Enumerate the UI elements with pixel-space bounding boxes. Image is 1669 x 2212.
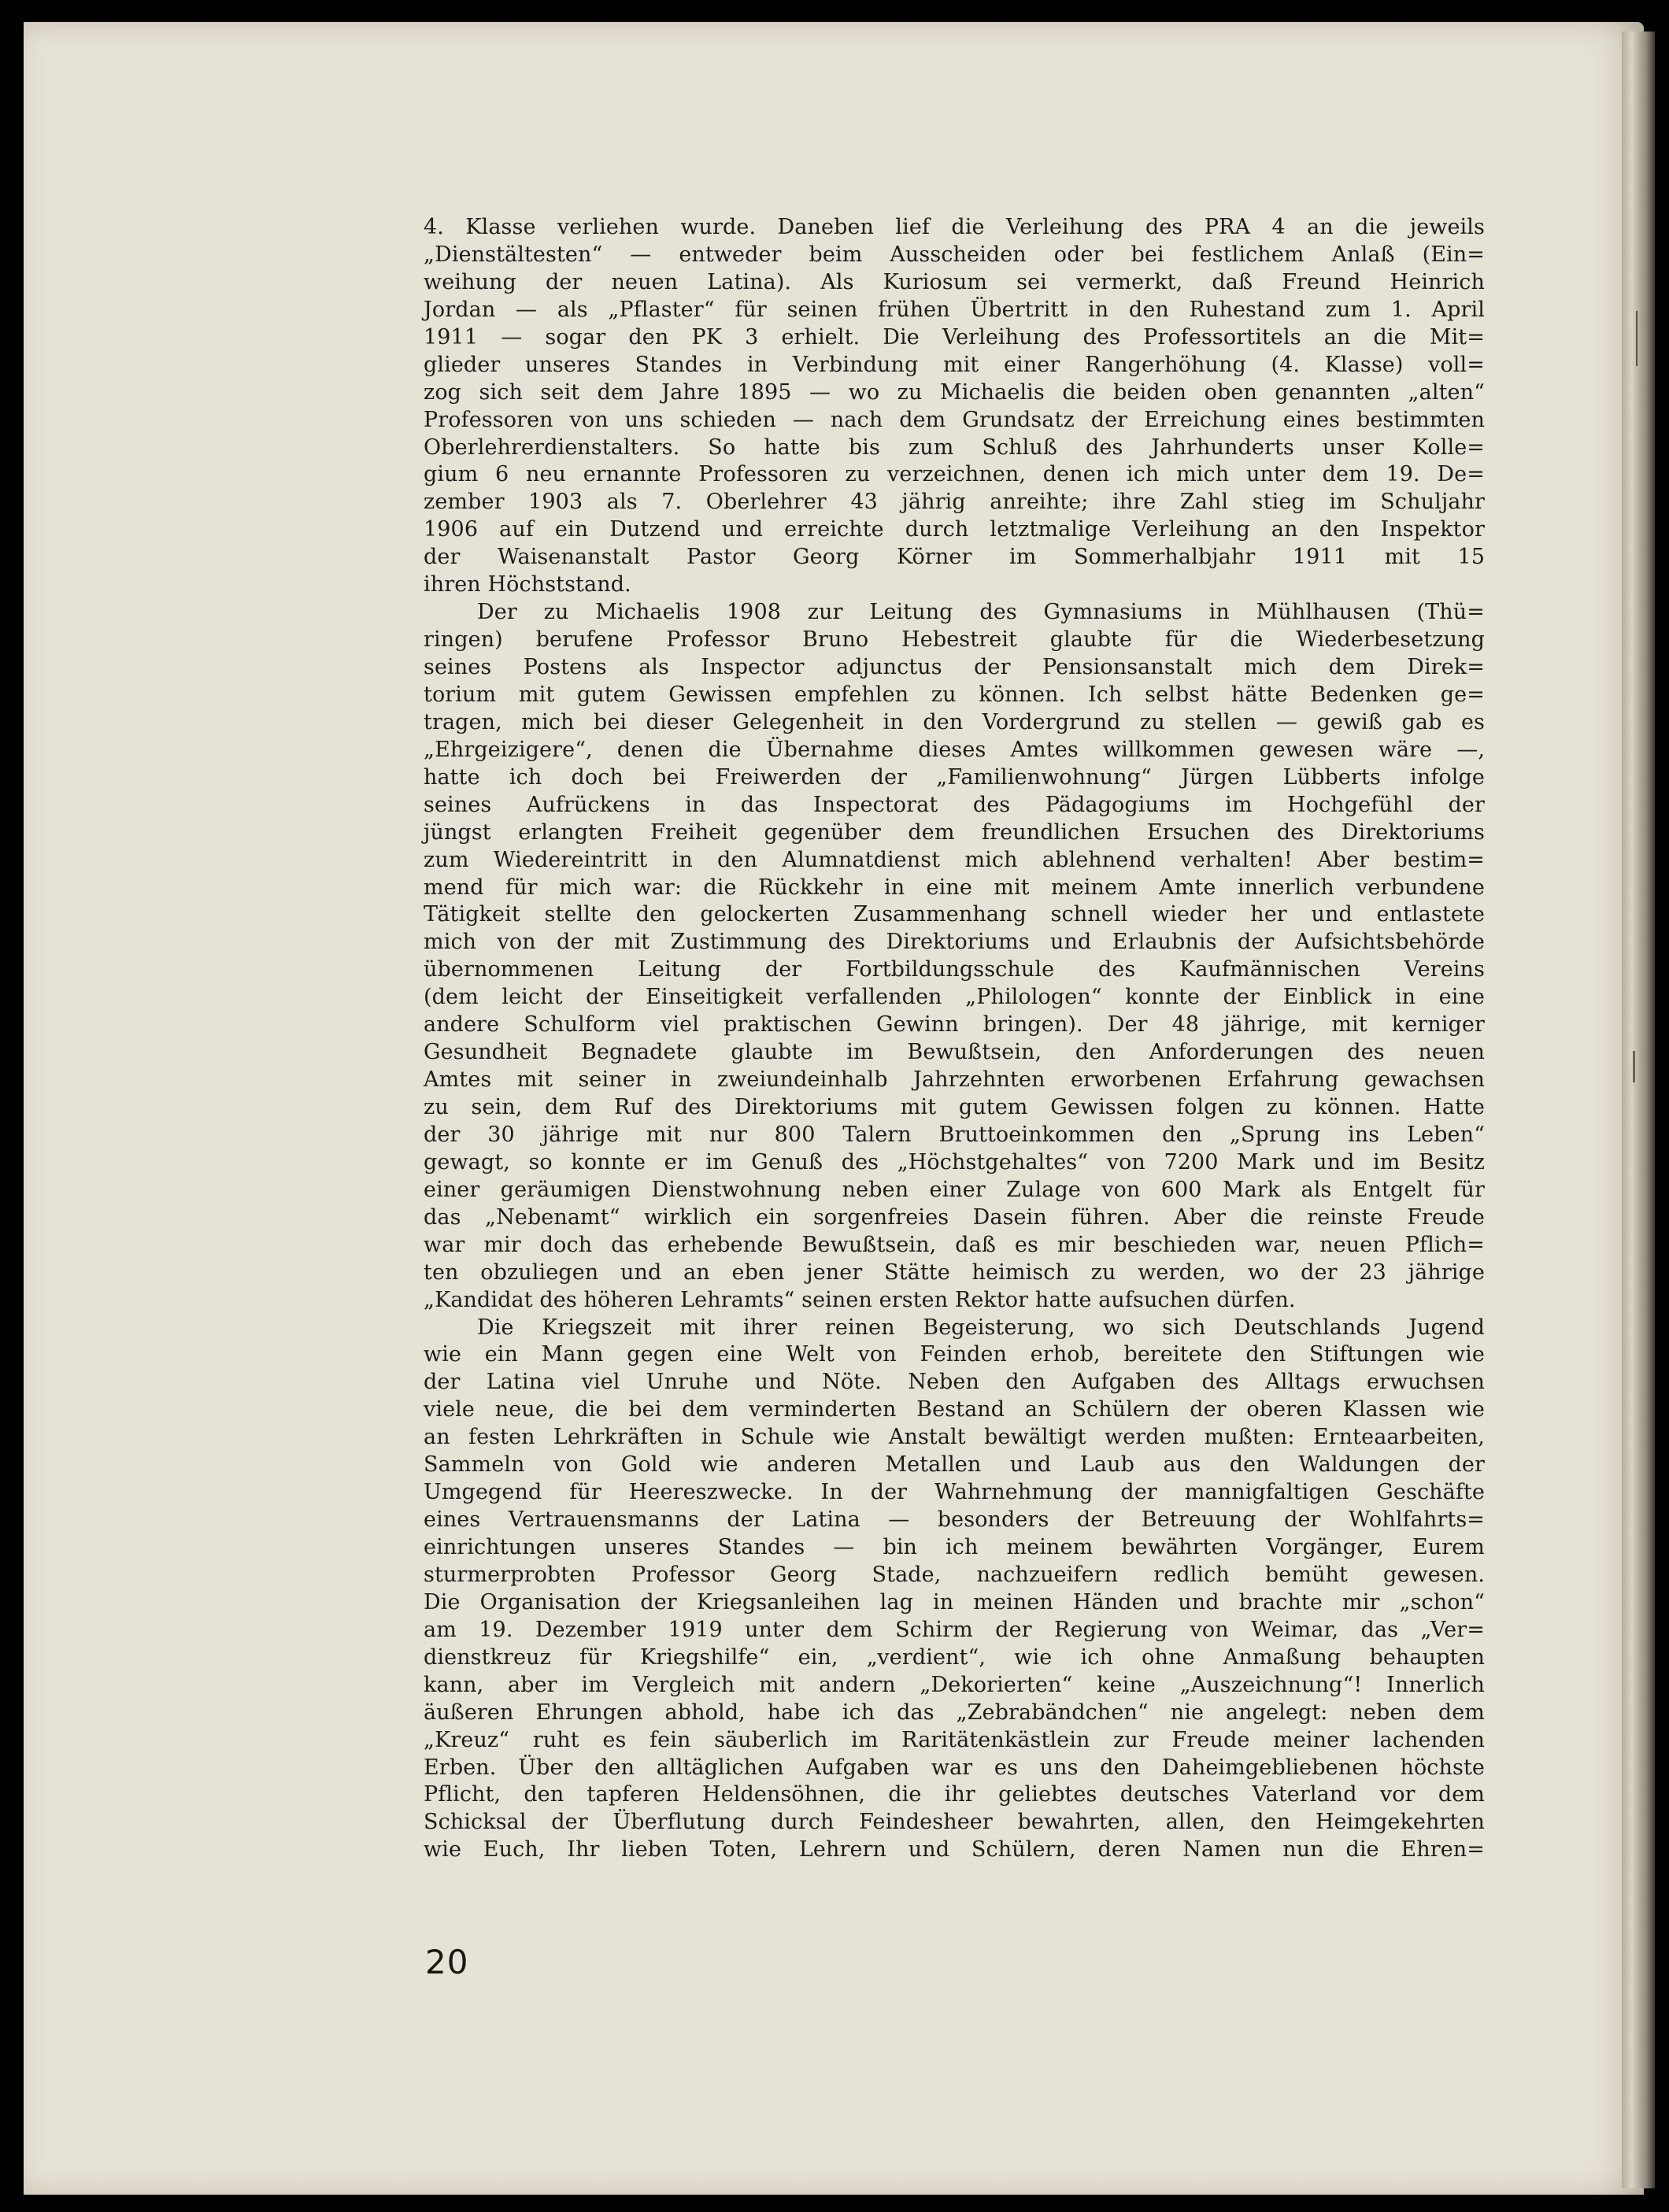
text-line: „Kreuz“ ruht es fein säuberlich im Raritätenkästlein zur Freude meiner lachenden [424,1727,1485,1752]
text-line: zog sich seit dem Jahre 1895 — wo zu Michaelis die beiden oben genannten „alten“ [424,379,1485,405]
text-line: ten obzuliegen und an eben jener Stätte heimisch zu werden, wo der 23 jährige [424,1260,1485,1285]
book-spine-edge [1622,31,1655,2188]
text-line: seines Postens als Inspector adjunctus der Pensionsanstalt mich dem Direk= [424,655,1485,679]
text-line: zember 1903 als 7. Oberlehrer 43 jährig anreihte; ihre Zahl stieg im Schuljahr [424,490,1485,515]
text-line: Tätigkeit stellte den gelockerten Zusammenhang schnell wieder her und entlastete [424,902,1485,927]
text-line: zum Wiedereintritt in den Alumnatdienst mich ablehnend verhalten! Aber bestim= [424,847,1485,872]
text-line: wie Euch, Ihr lieben Toten, Lehrern und Schülern, deren Namen nun die Ehren= [424,1837,1485,1862]
text-line: Schicksal der Überflutung durch Feindesheer bewahrten, allen, den Heimgekehrten [424,1810,1485,1835]
text-line: kann, aber im Vergleich mit andern „Dekorierten“ keine „Auszeichnung“! Innerlich [424,1672,1485,1697]
text-line: seines Aufrückens in das Inspectorat des Pädagogiums im Hochgefühl der [424,792,1485,817]
text-line: 1911 — sogar den PK 3 erhielt. Die Verleihung des Professortitels an die Mit= [424,324,1485,350]
text-line: Die Kriegszeit mit ihrer reinen Begeisterung, wo sich Deutschlands Jugend [477,1315,1485,1340]
text-line: Amtes mit seiner in zweiundeinhalb Jahrzehnten erworbenen Erfahrung gewachsen [424,1067,1485,1093]
text-line: am 19. Dezember 1919 unter dem Schirm der Regierung von Weimar, das „Ver= [424,1617,1485,1642]
text-line: zu sein, dem Ruf des Direktoriums mit gutem Gewissen folgen zu können. Hatte [424,1095,1485,1119]
text-line: mend für mich war: die Rückkehr in eine mit meinem Amte innerlich verbundene [424,875,1485,900]
text-line: jüngst erlangten Freiheit gegenüber dem freundlichen Ersuchen des Direktoriums [424,819,1485,845]
text-line: andere Schulform viel praktischen Gewinn bringen). Der 48 jährige, mit kerniger [424,1012,1485,1038]
body-text [424,214,1485,1864]
text-line: Sammeln von Gold wie anderen Metallen und Laub aus den Waldungen der [424,1452,1485,1478]
text-line: „Dienstältesten“ — entweder beim Ausscheiden oder bei festlichem Anlaß (Ein= [424,242,1485,267]
text-line: Der zu Michaelis 1908 zur Leitung des Gymnasiums in Mühlhausen (Thü= [477,600,1485,625]
text-line: Die Organisation der Kriegsanleihen lag in meinen Händen und brachte mir „schon“ [424,1589,1485,1615]
text-line: Erben. Über den alltäglichen Aufgaben war es uns den Daheimgebliebenen höchste [424,1755,1485,1780]
text-line: übernommenen Leitung der Fortbildungsschule des Kaufmännischen Vereins [424,957,1485,982]
text-line: Gesundheit Begnadete glaubte im Bewußtsein, den Anforderungen des neuen [424,1040,1485,1065]
text-line: war mir doch das erhebende Bewußtsein, daß es mir beschieden war, neuen Pflich= [424,1232,1485,1257]
text-line: mich von der mit Zustimmung des Direktoriums und Erlaubnis der Aufsichtsbehörde [424,930,1485,955]
text-line: Pflicht, den tapferen Heldensöhnen, die ihr geliebtes deutsches Vaterland vor dem [424,1782,1485,1807]
text-line: Jordan — als „Pflaster“ für seinen frühen Übertritt in den Ruhestand zum 1. April [424,297,1485,322]
text-line: Professoren von uns schieden — nach dem Grundsatz der Erreichung eines bestimmten [424,407,1485,432]
page-number: 20 [425,1943,469,1981]
text-line: einrichtungen unseres Standes — bin ich meinem bewährten Vorgänger, Eurem [424,1535,1485,1559]
text-line: gewagt, so konnte er im Genuß des „Höchstgehaltes“ von 7200 Mark und im Besitz [424,1149,1485,1174]
text-line: äußeren Ehrungen abhold, habe ich das „Zebrabändchen“ nie angelegt: neben dem [424,1700,1485,1725]
spine-mark [1636,311,1638,366]
text-line: Oberlehrerdienstalters. So hatte bis zum Schluß des Jahrhunderts unser Kolle= [424,435,1485,460]
text-line: der 30 jährige mit nur 800 Talern Bruttoeinkommen den „Sprung ins Leben“ [424,1122,1485,1147]
text-line: viele neue, die bei dem verminderten Bestand an Schülern der oberen Klassen wie [424,1397,1485,1422]
text-line: einer geräumigen Dienstwohnung neben einer Zulage von 600 Mark als Entgelt für [424,1177,1485,1202]
text-line: „Kandidat des höheren Lehramts“ seinen ersten Rektor hatte aufsuchen dürfen. [424,1287,1296,1312]
text-line: weihung der neuen Latina). Als Kuriosum sei vermerkt, daß Freund Heinrich [424,269,1485,294]
text-line: 4. Klasse verliehen wurde. Daneben lief die Verleihung des PRA 4 an die jeweils [424,215,1485,239]
text-line: eines Vertrauensmanns der Latina — besonders der Betreuung der Wohlfahrts= [424,1507,1485,1533]
text-line: sturmerprobten Professor Georg Stade, nachzueifern redlich bemüht gewesen. [424,1562,1485,1587]
text-line: der Waisenanstalt Pastor Georg Körner im Sommerhalbjahr 1911 mit 15 [424,545,1485,570]
text-line: an festen Lehrkräften in Schule wie Anstalt bewältigt werden mußten: Ernteaarbeiten, [424,1425,1485,1450]
text-line: (dem leicht der Einseitigkeit verfallenden „Philologen“ konnte der Einblick in eine [424,985,1485,1010]
text-line: wie ein Mann gegen eine Welt von Feinden erhob, bereitete den Stiftungen wie [424,1342,1485,1367]
text-line: 1906 auf ein Dutzend und erreichte durch letztmalige Verleihung an den Inspektor [424,517,1485,542]
text-line: tragen, mich bei dieser Gelegenheit in den Vordergrund zu stellen — gewiß gab es [424,709,1485,734]
text-line: der Latina viel Unruhe und Nöte. Neben den Aufgaben des Alltags erwuchsen [424,1370,1485,1395]
text-line: glieder unseres Standes in Verbindung mit einer Rangerhöhung (4. Klasse) voll= [424,352,1485,377]
text-line: ringen) berufene Professor Bruno Hebestreit glaubte für die Wiederbesetzung [424,627,1485,653]
text-line: Umgegend für Heereszwecke. In der Wahrnehmung der mannigfaltigen Geschäfte [424,1480,1485,1505]
text-line: „Ehrgeizigere“, denen die Übernahme dieses Amtes willkommen gewesen wäre —, [424,737,1485,762]
text-line: hatte ich doch bei Freiwerden der „Familienwohnung“ Jürgen Lübberts infolge [424,764,1485,790]
text-line: ihren Höchststand. [424,572,631,597]
text-line: gium 6 neu ernannte Professoren zu verzeichnen, denen ich mich unter dem 19. De= [424,462,1485,487]
spine-mark [1633,1051,1635,1082]
text-line: das „Nebenamt“ wirklich ein sorgenfreies Dasein führen. Aber die reinste Freude [424,1204,1485,1230]
text-line: dienstkreuz für Kriegshilfe“ ein, „verdient“, wie ich ohne Anmaßung behaupten [424,1644,1485,1670]
text-line: torium mit gutem Gewissen empfehlen zu können. Ich selbst hätte Bedenken ge= [424,682,1485,707]
